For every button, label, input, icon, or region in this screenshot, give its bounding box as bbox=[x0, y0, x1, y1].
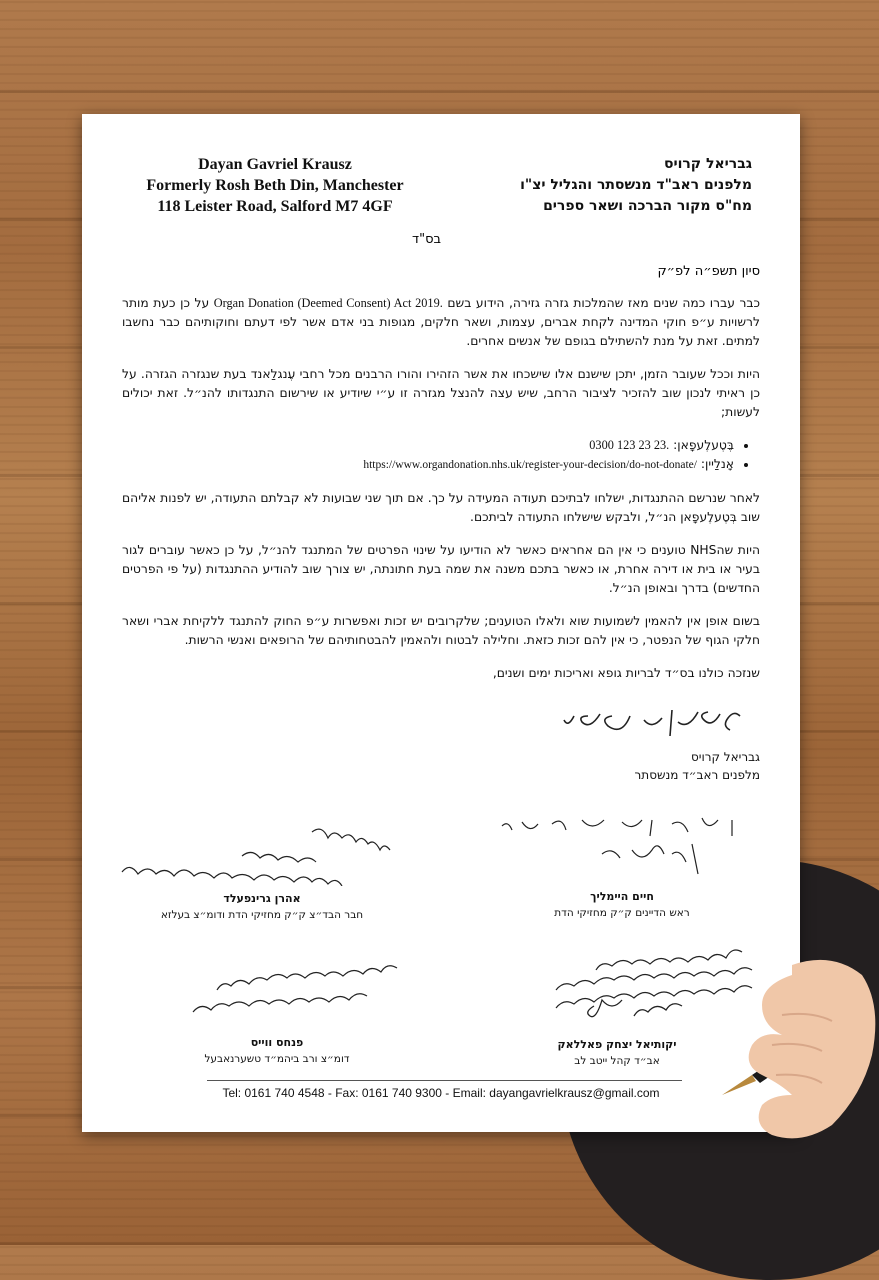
list-item-online bbox=[122, 455, 734, 475]
contact-footer: Tel: 0161 740 4548 - Fax: 0161 740 9300 - Email: dayangavrielkrausz@gmail.com bbox=[222, 1086, 660, 1100]
signatory-grunfeld bbox=[112, 822, 412, 923]
main-signer-title: מלפנים ראב״ד מנשסתר bbox=[634, 768, 760, 782]
letterhead-en-title: Formerly Rosh Beth Din, Manchester bbox=[146, 177, 404, 194]
signatory-heimlich-title: ראש הדיינים ק״ק מחזיקי הדת bbox=[554, 907, 690, 919]
signatory-weiss-title: דומ״צ ורב ביהמ״ד טשערנאבעל bbox=[204, 1053, 350, 1065]
act-name: Organ Donation (Deemed Consent) Act 2019. bbox=[213, 296, 443, 310]
paragraph-1 bbox=[122, 294, 760, 351]
letterhead-he-books: מח"ס מקור הברכה ושאר ספרים bbox=[543, 198, 752, 214]
signatory-pollak-name: יקותיאל יצחק פאללאק bbox=[557, 1038, 677, 1051]
hebrew-letterhead bbox=[452, 154, 752, 217]
signatory-heimlich bbox=[482, 814, 762, 921]
signatory-heimlich-name: חיים היימליך bbox=[590, 890, 654, 903]
letterhead-he-title: מלפנים ראב"ד מנשסתר והגליל יצ"ו bbox=[520, 177, 752, 193]
signatory-grunfeld-title: חבר הבד״צ ק״ק מחזיקי הדת ודומ״צ בעלזא bbox=[160, 909, 364, 921]
phone-number: 0300 123 23 23. bbox=[589, 438, 670, 452]
main-signature-block bbox=[560, 704, 760, 784]
letter-page bbox=[82, 114, 800, 1132]
letterhead-he-name: גבריאל קרויס bbox=[663, 156, 752, 172]
letter-date: סיון תשפ״ה לפ״ק bbox=[657, 264, 760, 279]
list-item-phone bbox=[122, 436, 734, 455]
online-label: אָנלַיין: bbox=[696, 457, 734, 471]
paragraph-1-end: על כן כעת מותר לרשויות ע״פ חוקי המדינה לקחת אברים, עצמות, ושאר חלקים, מגופות בני אדם אשר לפי דעתם וחוקותיהם כבר נחשבו למתים. זאת על מנת להשתילם בגופם של אנשים אחרים. bbox=[122, 296, 760, 348]
phone-label: בֶּטֶעלֶעפָאן: bbox=[669, 438, 734, 452]
contact-list bbox=[122, 436, 760, 475]
english-letterhead bbox=[130, 154, 420, 217]
signatory-pollak-title: אב״ד קהל ייטב לב bbox=[574, 1055, 660, 1067]
letterhead-en-name: Dayan Gavriel Krausz bbox=[198, 156, 352, 173]
main-handwritten-signature bbox=[560, 704, 750, 748]
letter-body bbox=[122, 294, 760, 697]
footer-divider bbox=[207, 1080, 682, 1081]
signature-grunfeld bbox=[112, 822, 412, 886]
paragraph-5: בשום אופן אין להאמין לשמועות שוא ולאלו הטוענים; שלקרובים יש זכות ואפשרות ע״פ החוק להתנגד ללקיחת אברי ושאר חלקי הגוף של הנפטר, כי אין להם זכות כזאת. וחלילה לבטוח ולהאמין להבטחותיהם של הרופאים ואנשי הרשות. bbox=[122, 614, 760, 647]
signatory-grunfeld-name: אהרן גרינפעלד bbox=[223, 892, 301, 905]
letterhead-en-address: 118 Leister Road, Salford M7 4GF bbox=[157, 198, 393, 215]
signature-weiss bbox=[147, 954, 407, 1030]
signature-heimlich bbox=[492, 814, 752, 884]
hand-with-pen-image bbox=[712, 955, 879, 1155]
signatory-weiss bbox=[142, 954, 412, 1067]
paragraph-4: היות שהNHS טוענים כי אין הם אחראים כאשר לא הודיעו על שינוי הפרטים של המתנגד להנ״ל, על כן כאשר עוברים לגור בעיר או בית או דירה אחרת, או כאשר בתכם משנה את שמה בעת חתונתה, יש צורך שוב להודיע ההתנגדות (על פי הפרטים החדשים) בדרך ובאופן הנ״ל. bbox=[122, 543, 760, 595]
main-signer-name: גבריאל קרויס bbox=[690, 750, 760, 764]
online-url[interactable]: https://www.organdonation.nhs.uk/register-your-decision/do-not-donate/ bbox=[363, 459, 697, 471]
paragraph-3: לאחר שנרשם ההתנגדות, ישלחו לבתיכם תעודה המעידה על כך. אם תוך שני שבועות לא קבלתם התעודה, יש לפנות אליהם שוב בְּטֶעלֶעפָאן הנ״ל, ולבקש שישלחו התעודה לביתכם. bbox=[122, 491, 760, 524]
paragraph-1-start: כבר עברו כמה שנים מאז שהמלכות גזרה גזירה, הידוע בשם bbox=[442, 296, 761, 310]
bsd-mark: בס"ד bbox=[412, 232, 442, 247]
signatory-weiss-name: פנחס ווייס bbox=[250, 1036, 304, 1049]
paragraph-6: שנזכה כולנו בס״ד לבריות גופא ואריכות ימים ושנים, bbox=[492, 666, 760, 680]
paragraph-2: היות וככל שעובר הזמן, יתכן שישנם אלו שישכחו את אשר הזהירו והורו הרבנים מכל רחבי עֶנגלַאנד בעת שנגזרה הגזרה. על כן ראיתי לנכון שוב להזכיר לציבור הרחב, שיש עצה להנצל מגזרה זו ע״י שיודיע או שירשום התנגדותו להנ״ל. זאת יכולים לעשות; bbox=[122, 367, 760, 419]
